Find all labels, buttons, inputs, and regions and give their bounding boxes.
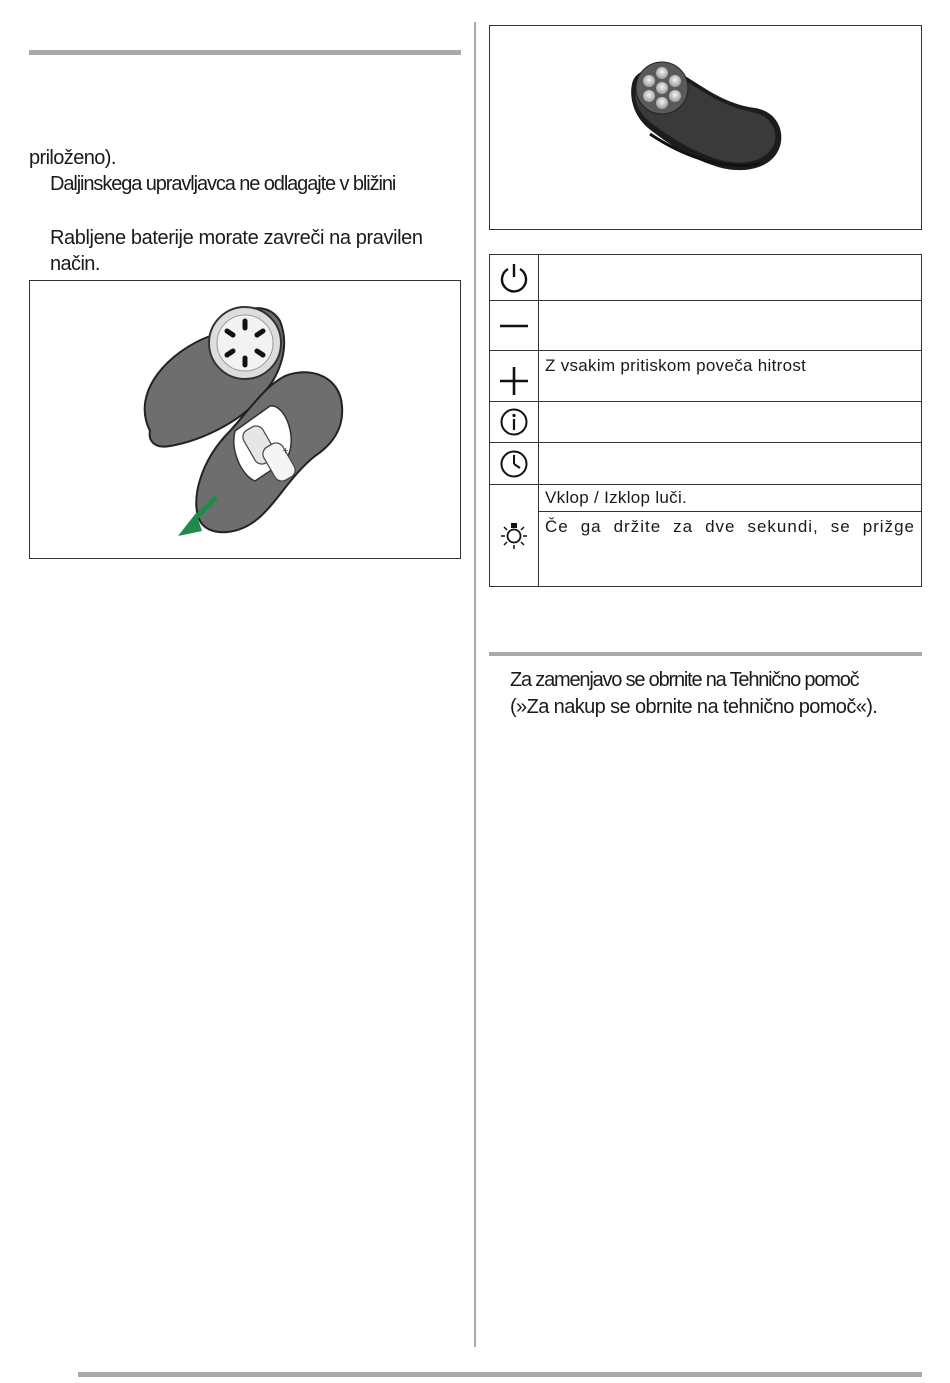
text-line-prilozeno: priloženo).: [29, 147, 116, 169]
column-divider: [474, 22, 476, 1347]
table-row: [490, 301, 922, 351]
power-description: [539, 255, 922, 301]
table-row: [490, 485, 922, 512]
button-function-table: [489, 254, 922, 587]
plus-description: Z vsakim pritiskom poveča hitrost: [539, 351, 922, 402]
light-description: Vklop / Izklop luči.: [539, 485, 922, 512]
timer-icon-cell: [490, 443, 539, 485]
power-icon: [498, 262, 530, 294]
light-icon: [499, 521, 529, 551]
text-line-daljinskega: Daljinskega upravljavca ne odlagajte v bližini: [50, 173, 396, 195]
battery-replacement-illustration: [30, 281, 460, 558]
remote-photo-box: [489, 25, 922, 230]
minus-description: [539, 301, 922, 351]
table-row: [490, 351, 922, 402]
svg-text:+: +: [282, 446, 289, 455]
table-row: [490, 443, 922, 485]
minus-icon: [498, 310, 530, 342]
table-row: [490, 402, 922, 443]
top-left-rule: [29, 50, 461, 55]
minus-icon-cell: [490, 301, 539, 351]
battery-illustration-box: [29, 280, 461, 559]
text-line-zamenjavo: Za zamenjavo se obrnite na Tehnično pomoč: [510, 669, 859, 691]
text-line-nacin: način.: [50, 253, 100, 275]
timer-icon: [499, 449, 529, 479]
footer-rule: [78, 1372, 922, 1377]
remote-control-image: [490, 26, 921, 229]
info-icon-cell: [490, 402, 539, 443]
light-icon-cell: [490, 485, 539, 587]
info-description: [539, 402, 922, 443]
power-icon-cell: [490, 255, 539, 301]
plus-icon-cell: [490, 351, 539, 402]
light-hold-description: Če ga držite za dve sekundi, se prižge: [539, 512, 922, 587]
table-row: [490, 512, 922, 587]
table-row: [490, 255, 922, 301]
info-icon: [499, 407, 529, 437]
text-line-za-nakup: (»Za nakup se obrnite na tehnično pomoč«).: [510, 696, 878, 718]
text-line-rabljene: Rabljene baterije morate zavreči na pravilen: [50, 227, 423, 249]
timer-description: [539, 443, 922, 485]
right-section-rule: [489, 652, 922, 656]
plus-icon: [498, 365, 530, 397]
